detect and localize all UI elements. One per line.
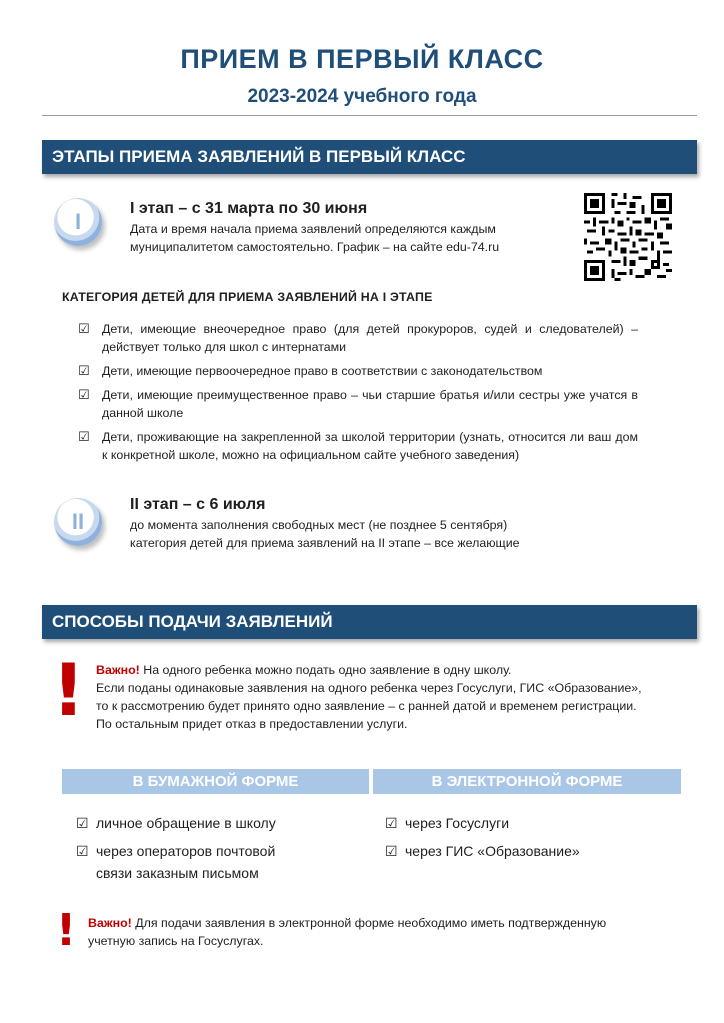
category-title: КАТЕГОРИЯ ДЕТЕЙ ДЛЯ ПРИЕМА ЗАЯВЛЕНИЙ НА I ЭТАПЕ bbox=[62, 290, 433, 304]
exclamation-icon: ! bbox=[56, 905, 77, 956]
paper-options bbox=[76, 812, 366, 890]
checkbox-icon: ☑ bbox=[78, 429, 90, 444]
checkbox-icon: ☑ bbox=[78, 387, 90, 402]
option-text: через операторов почтовой bbox=[96, 843, 276, 859]
important-note-1 bbox=[96, 661, 696, 733]
stage-2-line-2: категория детей для приема заявлений на II этапе – все желающие bbox=[130, 536, 520, 550]
list-item bbox=[78, 386, 638, 422]
stage-1-line-1: Дата и время начала приема заявлений определяются каждым bbox=[130, 222, 496, 236]
list-item-text: Дети, имеющие преимущественное право – чьи старшие братья и/или сестры уже учатся в данной школе bbox=[102, 388, 638, 420]
section-methods-heading: СПОСОБЫ ПОДАЧИ ЗАЯВЛЕНИЙ bbox=[42, 605, 697, 639]
section-stages-heading: ЭТАПЫ ПРИЕМА ЗАЯВЛЕНИЙ В ПЕРВЫЙ КЛАСС bbox=[42, 140, 697, 174]
checkbox-icon: ☑ bbox=[385, 815, 398, 831]
important-label: Важно! bbox=[96, 663, 140, 677]
paper-form-heading: В БУМАЖНОЙ ФОРМЕ bbox=[62, 769, 369, 794]
exclamation-icon: ! bbox=[52, 648, 85, 732]
qr-code-icon bbox=[584, 193, 672, 281]
category-list bbox=[78, 320, 638, 470]
important-note-2 bbox=[88, 914, 698, 950]
electronic-form-heading: В ЭЛЕКТРОННОЙ ФОРМЕ bbox=[373, 769, 681, 794]
list-item bbox=[76, 812, 366, 834]
checkbox-icon: ☑ bbox=[385, 843, 398, 859]
list-item-continuation bbox=[76, 862, 366, 884]
list-item bbox=[78, 428, 638, 464]
checkbox-icon: ☑ bbox=[78, 321, 90, 336]
divider bbox=[42, 115, 697, 116]
list-item bbox=[78, 362, 638, 380]
option-text: через ГИС «Образование» bbox=[405, 843, 580, 859]
option-text: связи заказным письмом bbox=[96, 865, 259, 881]
list-item bbox=[385, 812, 675, 834]
stage-1-line-2: муниципалитетом самостоятельно. График – на сайте edu-74.ru bbox=[130, 240, 500, 254]
checkbox-icon: ☑ bbox=[78, 363, 90, 378]
important-line-4: По остальным придет отказ в предоставлении услуги. bbox=[96, 717, 408, 731]
page-title: ПРИЕМ В ПЕРВЫЙ КЛАСС bbox=[180, 44, 544, 74]
stage-2-line-1: до момента заполнения свободных мест (не позднее 5 сентября) bbox=[130, 518, 508, 532]
stage-2-title: II этап – с 6 июля bbox=[130, 496, 266, 513]
list-item-text: Дети, проживающие на закрепленной за школой территории (узнать, относится ли ваш дом к конкретной школе, можно на официальном сайте учебного заведения) bbox=[102, 430, 638, 462]
checkbox-icon: ☑ bbox=[76, 843, 89, 859]
list-item bbox=[76, 840, 366, 862]
page-subtitle: 2023-2024 учебного года bbox=[247, 86, 477, 107]
list-item-text: Дети, имеющие первоочередное право в соответствии с законодательством bbox=[102, 364, 543, 378]
stage-2-badge-icon: II bbox=[54, 498, 102, 546]
stage-1-title: I этап – с 31 марта по 30 июня bbox=[130, 200, 368, 217]
electronic-options bbox=[385, 812, 675, 868]
checkbox-icon: ☑ bbox=[76, 815, 89, 831]
stage-1-badge-icon: I bbox=[54, 198, 102, 246]
important-line-1: На одного ребенка можно подать одно заявление в одну школу. bbox=[139, 663, 512, 677]
list-item-text: Дети, имеющие внеочередное право (для детей прокуроров, судей и следователей) – действует только для школ с интернатами bbox=[102, 322, 638, 354]
important-line-2: Если поданы одинаковые заявления на одного ребенка через Госуслуги, ГИС «Образование», bbox=[96, 681, 642, 695]
option-text: через Госуслуги bbox=[405, 815, 510, 831]
list-item bbox=[385, 840, 675, 862]
important-label: Важно! bbox=[88, 916, 132, 930]
important-line-1: Для подачи заявления в электронной форме необходимо иметь подтвержденную bbox=[131, 916, 607, 930]
important-line-3: то к рассмотрению будет принято одно заявление – с ранней датой и временем регистрации. bbox=[96, 699, 637, 713]
important-line-2: учетную запись на Госуслугах. bbox=[88, 934, 264, 948]
option-text: личное обращение в школу bbox=[96, 815, 276, 831]
list-item bbox=[78, 320, 638, 356]
